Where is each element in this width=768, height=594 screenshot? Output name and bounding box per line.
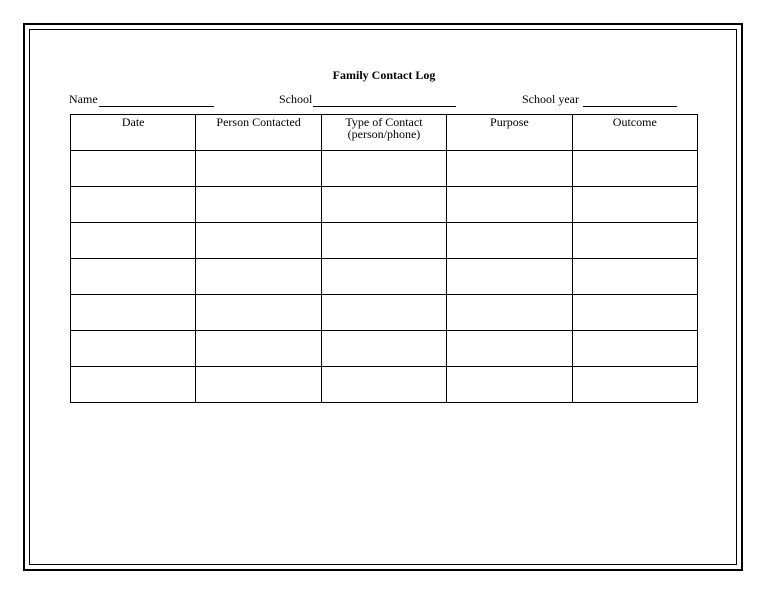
table-cell[interactable] <box>321 223 446 259</box>
column-header-purpose <box>447 115 572 151</box>
column-header-person-contacted <box>196 115 321 151</box>
column-header-label: Type of Contact <box>345 115 423 129</box>
table-cell[interactable] <box>321 295 446 331</box>
table-cell[interactable] <box>196 223 321 259</box>
table-cell[interactable] <box>321 331 446 367</box>
table-cell[interactable] <box>447 151 572 187</box>
column-header-label: Outcome <box>612 115 657 129</box>
table-cell[interactable] <box>572 367 697 403</box>
table-cell[interactable] <box>196 331 321 367</box>
table-cell[interactable] <box>71 151 196 187</box>
table-cell[interactable] <box>572 295 697 331</box>
column-header-date <box>71 115 196 151</box>
table-header-row <box>71 115 698 151</box>
table-row <box>71 187 698 223</box>
table-row <box>71 367 698 403</box>
table-cell[interactable] <box>196 367 321 403</box>
table-cell[interactable] <box>196 151 321 187</box>
table-cell[interactable] <box>71 259 196 295</box>
table-row <box>71 151 698 187</box>
form-title: Family Contact Log <box>332 68 436 82</box>
table-cell[interactable] <box>447 223 572 259</box>
table-row <box>71 223 698 259</box>
table-cell[interactable] <box>321 367 446 403</box>
table-cell[interactable] <box>572 331 697 367</box>
table-cell[interactable] <box>71 367 196 403</box>
table-cell[interactable] <box>71 187 196 223</box>
table-cell[interactable] <box>447 331 572 367</box>
table-row <box>71 259 698 295</box>
column-header-label: Person Contacted <box>216 115 301 129</box>
column-header-sublabel: (person/phone) <box>347 127 421 141</box>
school-blank-line[interactable] <box>313 95 456 107</box>
table-cell[interactable] <box>572 151 697 187</box>
table-cell[interactable] <box>196 295 321 331</box>
table-cell[interactable] <box>321 151 446 187</box>
table-cell[interactable] <box>447 295 572 331</box>
column-header-label: Date <box>121 115 145 129</box>
table-cell[interactable] <box>71 223 196 259</box>
table-row <box>71 295 698 331</box>
table-cell[interactable] <box>321 187 446 223</box>
table-cell[interactable] <box>572 223 697 259</box>
table-row <box>71 331 698 367</box>
table-cell[interactable] <box>447 187 572 223</box>
table-cell[interactable] <box>572 259 697 295</box>
school-field[interactable] <box>279 92 456 107</box>
table-cell[interactable] <box>196 187 321 223</box>
header-fields <box>0 92 768 106</box>
school-year-label: School year <box>522 92 579 106</box>
table-cell[interactable] <box>447 259 572 295</box>
school-label: School <box>279 92 313 106</box>
name-field[interactable] <box>69 92 214 107</box>
school-year-blank-line[interactable] <box>583 95 677 107</box>
table-cell[interactable] <box>196 259 321 295</box>
school-year-field[interactable] <box>522 92 677 107</box>
table-cell[interactable] <box>71 331 196 367</box>
column-header-label: Purpose <box>490 115 529 129</box>
table-cell[interactable] <box>572 187 697 223</box>
table-cell[interactable] <box>447 367 572 403</box>
table-cell[interactable] <box>71 295 196 331</box>
name-label: Name <box>69 92 98 106</box>
name-blank-line[interactable] <box>99 95 214 107</box>
column-header-type-of-contact <box>321 115 446 151</box>
column-header-outcome <box>572 115 697 151</box>
table-cell[interactable] <box>321 259 446 295</box>
table-body <box>71 151 698 403</box>
contact-log-table <box>70 114 698 403</box>
